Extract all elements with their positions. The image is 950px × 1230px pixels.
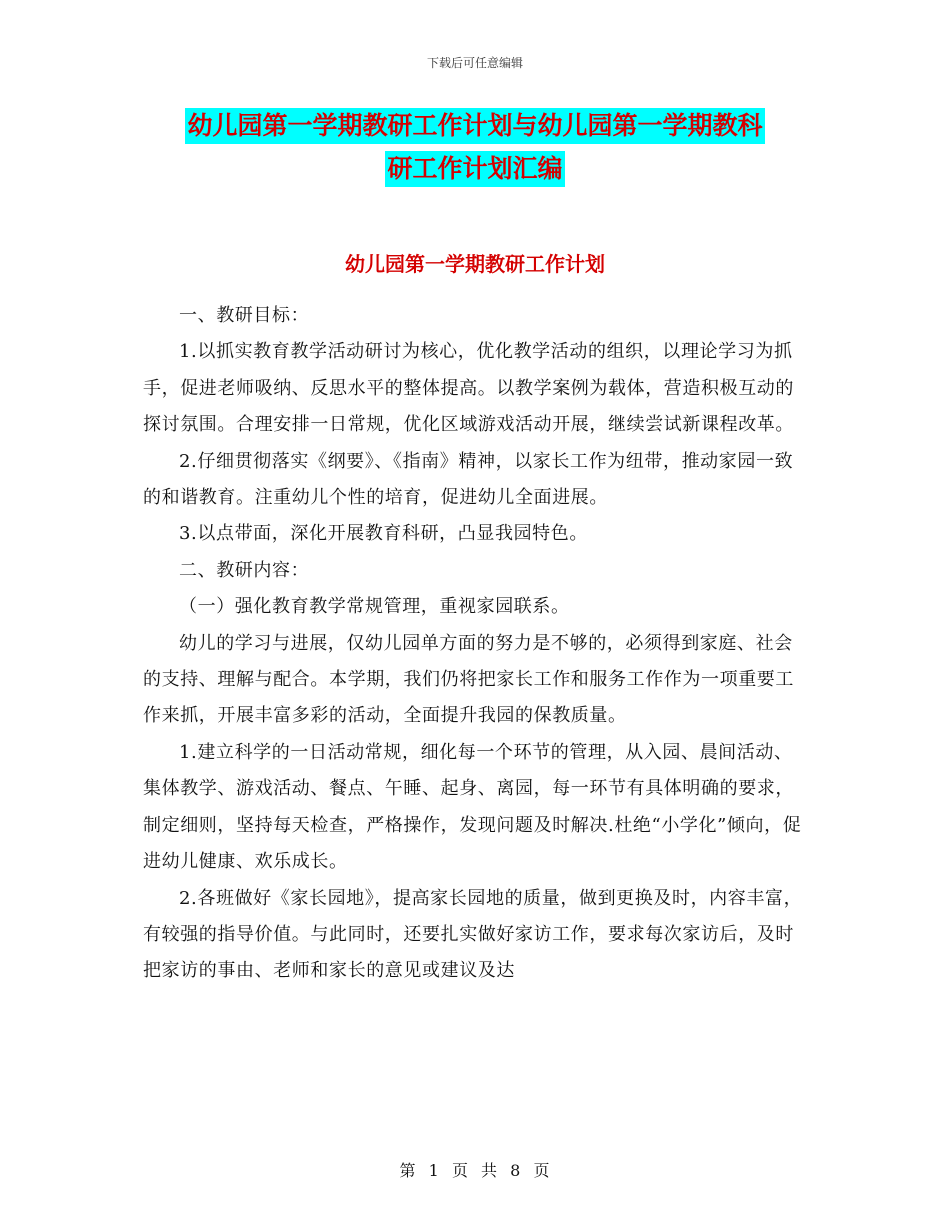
paragraph: 1.以抓实教育教学活动研讨为核心，优化教学活动的组织，以理论学习为抓手，促进老师吸纳、反思水平的整体提高。以教学案例为载体，营造积极互动的探讨氛围。合理安排一日常规，优化区域游戏活动开展，继续尝试新课程改革。	[143, 341, 794, 436]
section-title: 幼儿园第一学期教研工作计划	[345, 252, 605, 276]
paragraph: 幼儿的学习与进展，仅幼儿园单方面的努力是不够的，必须得到家庭、社会的支持、理解与配合。本学期，我们仍将把家长工作和服务工作作为一项重要工作来抓，开展丰富多彩的活动，全面提升我园的保教质量。	[143, 632, 794, 727]
paragraph: 一、教研目标：	[179, 305, 310, 326]
page-footer	[0, 1158, 950, 1181]
document-title	[140, 108, 810, 194]
header-note: 下载后可任意编辑	[426, 56, 523, 70]
body-text	[143, 298, 811, 990]
footer-label-unit: 页	[451, 1161, 469, 1180]
footer-label-total: 共	[481, 1161, 499, 1180]
paragraph: 2.各班做好《家长园地》，提高家长园地的质量，做到更换及时，内容丰富，有较强的指导价值。与此同时，还要扎实做好家访工作，要求每次家访后，及时把家访的事由、老师和家长的意见或建议及达	[143, 887, 803, 982]
paragraph: 1.建立科学的一日活动常规，细化每一个环节的管理，从入园、晨间活动、集体教学、游戏活动、餐点、午睡、起身、离园，每一环节有具体明确的要求，制定细则，坚持每天检查，严格操作，发现问题及时解决.杜绝“小学化”倾向，促进幼儿健康、欢乐成长。	[143, 741, 802, 873]
total-page-count: 8	[510, 1161, 522, 1180]
paragraph: 2.仔细贯彻落实《纲要》、《指南》精神，以家长工作为纽带，推动家园一致的和谐教育。注重幼儿个性的培育，促进幼儿全面进展。	[143, 450, 794, 509]
current-page-number: 1	[428, 1161, 440, 1180]
paragraph: 二、教研内容：	[179, 559, 310, 581]
title-line-2: 研工作计划汇编	[385, 151, 564, 187]
footer-label-unit-2: 页	[533, 1161, 551, 1180]
footer-label-page: 第	[399, 1161, 417, 1180]
title-line-1: 幼儿园第一学期教研工作计划与幼儿园第一学期教科	[185, 108, 764, 144]
paragraph: 3.以点带面，深化开展教育科研，凸显我园特色。	[179, 523, 588, 545]
paragraph: （一）强化教育教学常规管理，重视家园联系。	[179, 596, 570, 618]
